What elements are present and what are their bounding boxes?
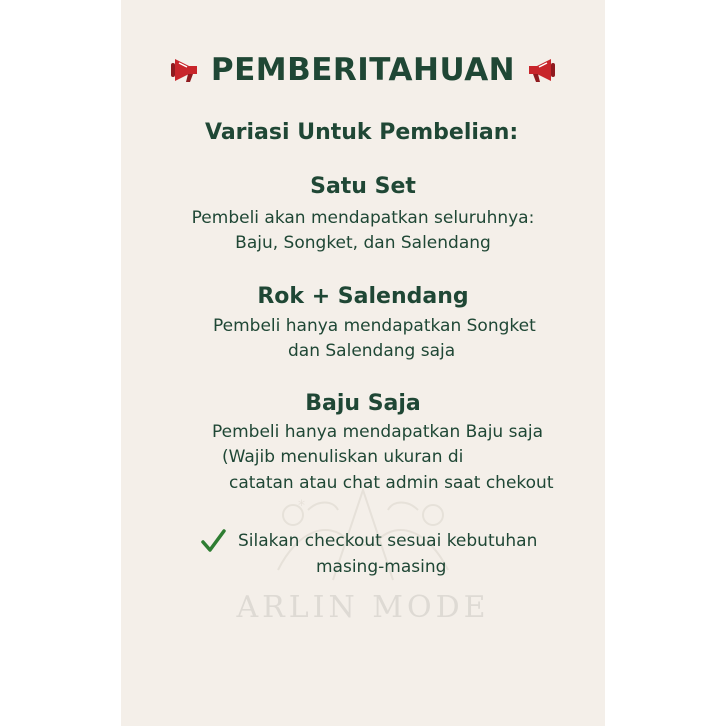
option-description-line: Baju, Songket, dan Salendang: [235, 233, 491, 253]
option-description-line: Pembeli akan mendapatkan seluruhnya:: [191, 208, 535, 228]
brand-watermark: ARLIN MODE: [236, 590, 490, 625]
option-description-line: catatan atau chat admin saat chekout: [229, 473, 554, 493]
note-line: masing-masing: [316, 557, 447, 577]
option-title: Rok + Salendang: [257, 284, 469, 309]
option-title: Satu Set: [310, 174, 416, 199]
variation-subtitle: Variasi Untuk Pembelian:: [205, 120, 519, 145]
check-icon: [200, 528, 226, 554]
option-title: Baju Saja: [305, 391, 421, 416]
option-description-line: Pembeli hanya mendapatkan Baju saja: [212, 422, 544, 442]
svg-text:*: *: [298, 498, 305, 514]
notice-title: PEMBERITAHUAN: [210, 52, 516, 88]
megaphone-icon: [167, 55, 201, 85]
megaphone-icon: [525, 55, 559, 85]
notice-heading: [0, 52, 726, 88]
option-description-line: (Wajib menuliskan ukuran di: [222, 447, 464, 467]
option-description-line: Pembeli hanya mendapatkan Songket: [213, 316, 536, 336]
note-line: Silakan checkout sesuai kebutuhan: [238, 531, 538, 551]
option-description-line: dan Salendang saja: [288, 341, 456, 361]
